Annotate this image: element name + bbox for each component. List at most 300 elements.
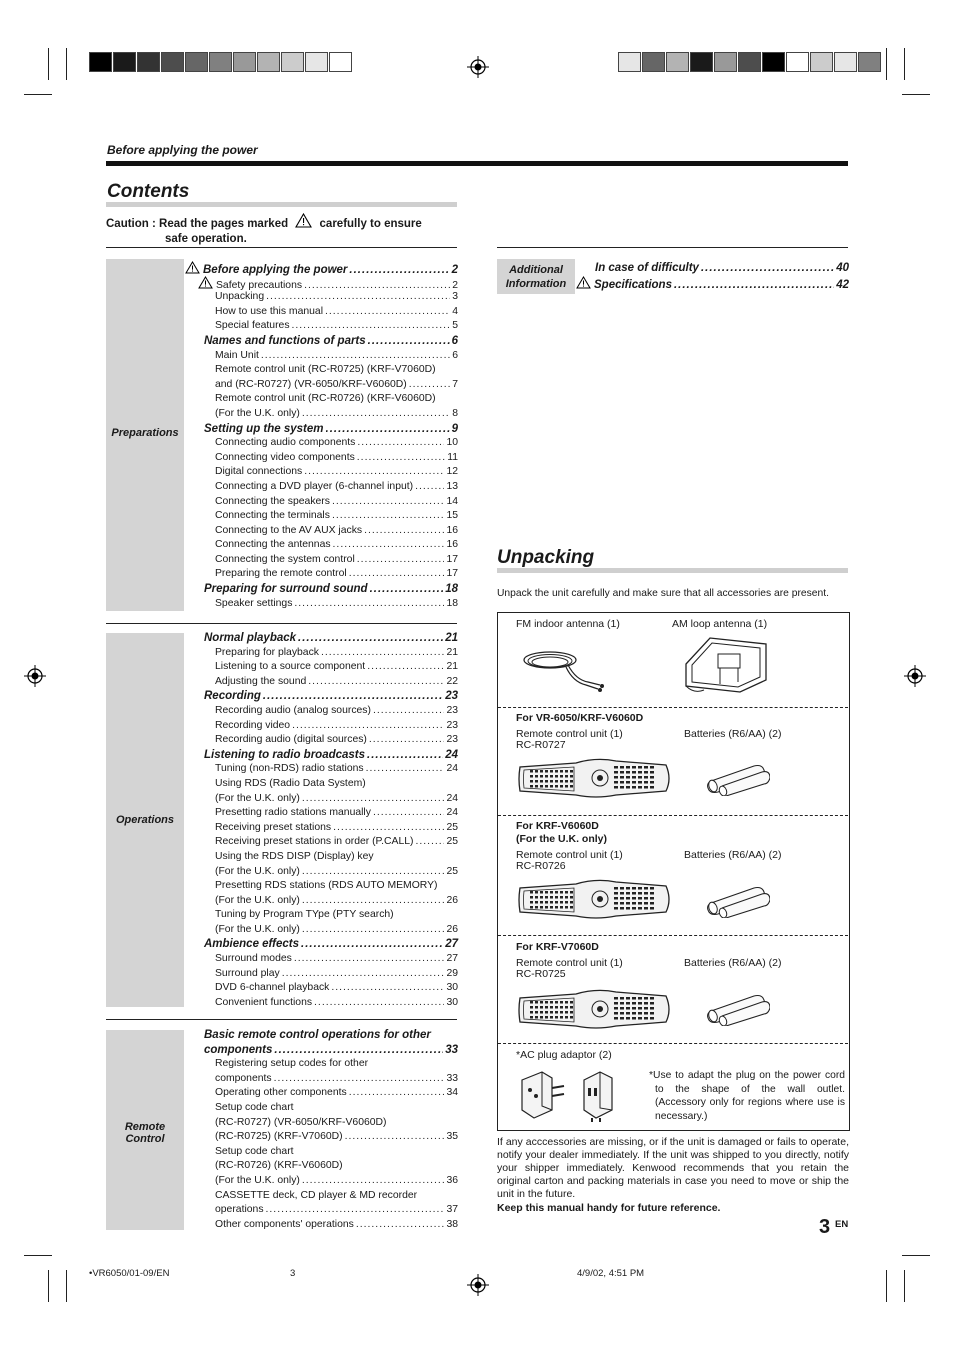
batteries-image	[706, 992, 770, 1026]
toc-entry-title: components	[204, 1043, 273, 1056]
toc-page-number: 21	[445, 632, 458, 644]
toc-page-number: 35	[446, 1131, 458, 1143]
set-heading: For VR-6050/KRF-V6060D	[516, 712, 644, 724]
toc-entry-title: CASSETTE deck, CD player & MD recorder	[215, 1189, 418, 1201]
crop-mark	[24, 94, 52, 95]
remote-control-image	[516, 878, 674, 922]
toc-leader-dots	[292, 719, 444, 734]
toc-entry-title: Setup code chart	[215, 1101, 294, 1113]
toc-entry-title: How to use this manual	[215, 305, 324, 317]
registration-mark-left	[24, 665, 46, 687]
calibration-swatch	[305, 52, 328, 72]
toc-leader-dots	[367, 748, 443, 763]
toc-leader-dots	[349, 1086, 445, 1101]
toc-heading-row	[576, 276, 849, 291]
toc-entry-title: Main Unit	[215, 349, 259, 361]
toc-leader-dots	[298, 631, 443, 646]
toc-item-row	[204, 806, 458, 821]
remote-control-image	[516, 988, 674, 1032]
toc-item-row	[204, 1203, 458, 1218]
toc-item-row	[204, 538, 458, 553]
toc-page-number: 30	[446, 996, 458, 1008]
ac-plug-adaptor-image	[518, 1066, 618, 1122]
toc-entry-title: Receiving preset stations	[215, 821, 332, 833]
warning-icon	[295, 213, 312, 228]
crop-mark	[66, 1270, 67, 1302]
toc-item-row	[204, 967, 458, 982]
toc-item-row	[204, 465, 458, 480]
toc-page-number: 23	[446, 719, 458, 731]
toc-entry-title: Surround modes	[215, 953, 292, 965]
toc-leader-dots	[292, 319, 451, 334]
ac-adaptor-label: *AC plug adaptor (2)	[516, 1049, 612, 1061]
toc-page-number: 25	[446, 836, 458, 848]
toc-leader-dots	[373, 704, 444, 719]
toc-leader-dots	[301, 937, 443, 952]
toc-item-row	[204, 879, 458, 894]
toc-item-row	[204, 407, 458, 422]
toc-heading-row	[595, 261, 849, 276]
footer-date: 4/9/02, 4:51 PM	[577, 1268, 645, 1279]
toc-entry-title: Recording audio (digital sources)	[215, 734, 367, 746]
toc-page-number: 7	[452, 378, 458, 390]
toc-page-number: 26	[446, 923, 458, 935]
toc-leader-dots	[294, 597, 444, 612]
toc-page-number: 18	[446, 597, 458, 609]
toc-leader-dots	[415, 480, 444, 495]
calibration-swatch	[714, 52, 737, 72]
calibration-swatch	[666, 52, 689, 72]
toc-page-number: 2	[451, 264, 458, 276]
toc-item-row	[198, 276, 458, 291]
toc-page-number: 33	[445, 1043, 458, 1056]
toc-page-number: 23	[445, 690, 458, 703]
toc-page-number: 24	[446, 763, 458, 775]
toc-item-row	[204, 952, 458, 967]
calibration-swatch	[810, 52, 833, 72]
toc-entry-title: Using the RDS DISP (Display) key	[215, 850, 374, 862]
toc-entry-title: DVD 6-channel playback	[215, 982, 330, 994]
caution-text-2: carefully to ensure	[319, 218, 422, 230]
calibration-swatch	[690, 52, 713, 72]
dashed-divider	[498, 815, 848, 816]
set-heading-2: (For the U.K. only)	[516, 833, 607, 845]
additional-label-1: Additional	[509, 264, 563, 276]
set-remote-model: RC-R0727	[516, 739, 566, 751]
calibration-swatch	[281, 52, 304, 72]
toc-leader-dots	[302, 407, 450, 422]
toc-page-number: 3	[452, 291, 458, 303]
toc-leader-dots	[302, 894, 445, 909]
toc-entry-title: Connecting the system control	[215, 553, 355, 565]
toc-entry-title: Remote control unit (RC-R0726) (KRF-V6060D)	[215, 393, 436, 405]
toc-heading-row	[204, 689, 458, 704]
calibration-swatch	[137, 52, 160, 72]
toc-leader-dots	[415, 835, 444, 850]
toc-leader-dots	[308, 675, 444, 690]
toc-leader-dots	[302, 923, 445, 938]
toc-entry-title: Normal playback	[204, 632, 297, 644]
toc-page-number: 42	[836, 278, 849, 291]
set-batteries-label: Batteries (R6/AA) (2)	[684, 957, 782, 969]
toc-page-number: 4	[452, 305, 458, 317]
toc-page-number: 24	[445, 748, 458, 761]
caution-note	[106, 213, 458, 247]
toc-entry-title: Connecting a DVD player (6-channel input)	[215, 480, 414, 492]
group-label-preparations: Preparations	[111, 427, 179, 439]
toc-heading-row	[204, 334, 458, 349]
fm-antenna-label: FM indoor antenna (1)	[516, 618, 620, 630]
toc-leader-dots	[302, 865, 445, 880]
toc-item-row	[204, 908, 458, 923]
toc-item-row	[204, 704, 458, 719]
calibration-swatch	[618, 52, 641, 72]
rule	[106, 623, 457, 624]
calibration-swatch	[858, 52, 881, 72]
toc-item-row	[204, 733, 458, 748]
toc-item-row	[204, 1145, 458, 1160]
toc-entry-title: Receiving preset stations in order (P.CALL)	[215, 836, 414, 848]
toc-page-number: 16	[446, 539, 458, 551]
toc-item-row	[204, 1101, 458, 1116]
warning-icon	[576, 276, 591, 289]
toc-leader-dots	[368, 334, 450, 349]
toc-page-number: 36	[446, 1174, 458, 1186]
toc-leader-dots	[373, 806, 444, 821]
set-heading: For KRF-V6060D	[516, 820, 599, 832]
set-batteries-label: Batteries (R6/AA) (2)	[684, 849, 782, 861]
batteries-image	[706, 884, 770, 918]
toc-page-number: 6	[451, 334, 458, 347]
toc-page-number: 26	[446, 894, 458, 906]
toc-item-row	[204, 509, 458, 524]
toc-item-row	[204, 777, 458, 792]
crop-mark	[24, 1255, 52, 1256]
dashed-divider	[498, 1043, 848, 1044]
toc-item-row	[204, 363, 458, 378]
toc-entry-title: Before applying the power	[185, 261, 347, 278]
toc-page-number: 38	[446, 1218, 458, 1230]
toc-item-row	[204, 1174, 458, 1189]
toc-entry-title: Basic remote control operations for other	[204, 1029, 431, 1041]
toc-leader-dots	[349, 567, 445, 582]
toc-item-row	[204, 821, 458, 836]
toc-item-row	[204, 436, 458, 451]
toc-page-number: 8	[452, 407, 458, 419]
toc-heading-row	[204, 937, 458, 952]
toc-entry-title: (For the U.K. only)	[215, 792, 300, 804]
toc-entry-title: (RC-R0725) (KRF-V7060D)	[215, 1131, 343, 1143]
toc-leader-dots	[282, 967, 445, 982]
toc-item-row	[204, 319, 458, 334]
crop-mark	[904, 48, 905, 80]
toc-entry-title: Convenient functions	[215, 996, 313, 1008]
toc-item-row	[204, 480, 458, 495]
toc-leader-dots	[302, 792, 445, 807]
calibration-swatch	[762, 52, 785, 72]
page-number-suffix: EN	[835, 1219, 849, 1230]
toc-heading-row	[204, 1028, 458, 1043]
toc-page-number: 37	[446, 1204, 458, 1216]
toc-heading-row	[204, 582, 458, 597]
toc-leader-dots	[367, 660, 444, 675]
calibration-swatch	[161, 52, 184, 72]
toc-item-row	[204, 392, 458, 407]
toc-item-row	[204, 1189, 458, 1204]
unpacking-intro: Unpack the unit carefully and make sure that all accessories are present.	[497, 588, 829, 599]
toc-leader-dots	[263, 689, 443, 704]
toc-leader-dots	[356, 1218, 445, 1233]
toc-leader-dots	[331, 981, 444, 996]
toc-entry-title: Connecting video components	[215, 451, 355, 463]
calibration-swatch	[329, 52, 352, 72]
toc-entry-title: Listening to a source component	[215, 661, 366, 673]
batteries-image	[706, 762, 770, 796]
toc-entry-title: Special features	[215, 320, 290, 332]
footer-file: •VR6050/01-09/EN	[89, 1268, 170, 1279]
toc-page-number: 15	[446, 510, 458, 522]
keep-manual-note: Keep this manual handy for future reference.	[497, 1202, 721, 1214]
toc-leader-dots	[349, 263, 449, 278]
toc-heading-row	[204, 422, 458, 437]
remote-control-image	[516, 757, 674, 801]
toc-page-number: 25	[446, 821, 458, 833]
crop-mark	[902, 1255, 930, 1256]
toc-item-row	[204, 850, 458, 865]
calibration-swatch	[185, 52, 208, 72]
toc-entry-title: Recording audio (analog sources)	[215, 704, 371, 716]
crop-mark	[66, 48, 67, 80]
toc-entry-title: (For the U.K. only)	[215, 1174, 300, 1186]
header-rule	[106, 161, 848, 166]
toc-leader-dots	[674, 278, 834, 293]
toc-entry-title: (For the U.K. only)	[215, 407, 300, 419]
toc-item-row	[204, 996, 458, 1011]
toc-entry-title: Preparing for playback	[215, 646, 319, 658]
toc-page-number: 16	[446, 524, 458, 536]
toc-entry-title: Setup code chart	[215, 1145, 294, 1157]
calibration-swatch	[89, 52, 112, 72]
toc-leader-dots	[321, 646, 444, 661]
calibration-swatch	[642, 52, 665, 72]
set-batteries-label: Batteries (R6/AA) (2)	[684, 728, 782, 740]
calibration-swatch	[113, 52, 136, 72]
toc-page-number: 13	[446, 480, 458, 492]
toc-item-row	[204, 675, 458, 690]
toc-entry-title: Recording video	[215, 719, 291, 731]
toc-item-row	[204, 894, 458, 909]
toc-remote-control	[204, 1028, 458, 1232]
toc-heading-row	[204, 1043, 458, 1058]
toc-item-row	[204, 792, 458, 807]
toc-entry-title: Operating other components	[215, 1087, 347, 1099]
toc-item-row	[204, 1159, 458, 1174]
section-header: Before applying the power	[107, 143, 258, 157]
toc-page-number: 23	[446, 704, 458, 716]
toc-item-row	[204, 865, 458, 880]
group-label-operations: Operations	[115, 814, 175, 826]
toc-entry-title: Listening to radio broadcasts	[204, 748, 366, 761]
toc-item-row	[204, 349, 458, 364]
set-remote-label: Remote control unit (1)	[516, 728, 623, 740]
group-label-remote-control: Remote Control	[124, 1121, 166, 1145]
toc-page-number: 23	[446, 734, 458, 746]
toc-entry-title: Using RDS (Radio Data System)	[215, 777, 366, 789]
toc-item-row	[204, 553, 458, 568]
group-label-additional	[497, 263, 575, 291]
calibration-bar-right	[618, 52, 882, 72]
toc-leader-dots	[364, 524, 444, 539]
toc-entry-title: Registering setup codes for other	[215, 1058, 369, 1070]
toc-entry-title: Ambience effects	[204, 938, 300, 951]
toc-heading-row	[204, 748, 458, 763]
toc-item-row	[204, 835, 458, 850]
toc-leader-dots	[266, 290, 450, 305]
contents-title: Contents	[107, 181, 190, 202]
dashed-divider	[498, 707, 848, 708]
fm-antenna-image	[518, 640, 608, 695]
toc-item-row	[204, 451, 458, 466]
warning-icon	[198, 276, 213, 289]
toc-item-row	[204, 567, 458, 582]
toc-leader-dots	[333, 538, 445, 553]
toc-page-number: 21	[446, 661, 458, 673]
dashed-divider	[498, 935, 848, 936]
rule	[106, 1019, 457, 1020]
toc-entry-title: and (RC-R0727) (VR-6050/KRF-V6060D)	[215, 378, 407, 390]
toc-leader-dots	[314, 996, 444, 1011]
toc-page-number: 22	[446, 675, 458, 687]
toc-item-row	[204, 762, 458, 777]
caution-text: Caution : Read the pages marked	[106, 218, 289, 230]
toc-entry-title: Presetting RDS stations (RDS AUTO MEMORY)	[215, 880, 438, 892]
toc-leader-dots	[332, 495, 444, 510]
toc-leader-dots	[274, 1072, 445, 1087]
toc-operations	[204, 631, 458, 1010]
toc-entry-title: operations	[215, 1204, 264, 1216]
toc-page-number: 12	[446, 466, 458, 478]
toc-page-number: 2	[452, 279, 458, 291]
toc-page-number: 25	[446, 865, 458, 877]
toc-item-row	[204, 923, 458, 938]
toc-entry-title: Preparing for surround sound	[204, 583, 368, 596]
toc-entry-title: Connecting the terminals	[215, 510, 330, 522]
missing-accessories-note: If any acccessories are missing, or if the unit is damaged or fails to operate, notify your dealer immediately. If the unit was shipped to you directly, notify your shipper immediately. Kenwood recommends that you retain the original carton and packing materials in case you need to move or ship the unit in the future.	[497, 1136, 849, 1200]
toc-leader-dots	[326, 422, 450, 437]
registration-mark-bottom	[467, 1274, 489, 1296]
toc-page-number: 27	[446, 953, 458, 965]
toc-entry-title: Connecting audio components	[215, 437, 356, 449]
toc-page-number: 10	[446, 437, 458, 449]
toc-page-number: 9	[451, 422, 458, 435]
toc-item-row	[204, 660, 458, 675]
toc-leader-dots	[345, 1130, 445, 1145]
toc-item-row	[204, 378, 458, 393]
calibration-swatch	[233, 52, 256, 72]
toc-leader-dots	[294, 952, 445, 967]
toc-item-row	[204, 1218, 458, 1233]
toc-entry-title: Safety precautions	[198, 276, 302, 294]
toc-leader-dots	[332, 509, 445, 524]
toc-heading-row	[204, 631, 458, 646]
toc-page-number: 17	[446, 568, 458, 580]
toc-page-number: 30	[446, 982, 458, 994]
toc-page-number: 18	[445, 583, 458, 596]
toc-item-row	[204, 719, 458, 734]
calibration-swatch	[738, 52, 761, 72]
toc-leader-dots	[370, 582, 444, 597]
crop-mark	[48, 48, 49, 80]
toc-leader-dots	[357, 451, 445, 466]
toc-item-row	[204, 1130, 458, 1145]
toc-entry-title: Presetting radio stations manually	[215, 807, 371, 819]
toc-entry-title: Names and functions of parts	[204, 334, 366, 347]
toc-item-row	[204, 1057, 458, 1072]
toc-item-row	[204, 597, 458, 612]
toc-entry-title: Preparing the remote control	[215, 568, 347, 580]
toc-page-number: 11	[447, 451, 458, 463]
toc-leader-dots	[325, 305, 450, 320]
set-remote-label: Remote control unit (1)	[516, 957, 623, 969]
toc-page-number: 6	[452, 349, 458, 361]
toc-leader-dots	[333, 821, 444, 836]
toc-item-row	[204, 524, 458, 539]
toc-preparations	[204, 261, 458, 611]
rule	[497, 247, 848, 248]
toc-leader-dots	[261, 349, 450, 364]
calibration-swatch	[834, 52, 857, 72]
toc-entry-title: (For the U.K. only)	[215, 865, 300, 877]
calibration-bar-left	[89, 52, 353, 72]
toc-entry-title: Adjusting the sound	[215, 675, 307, 687]
am-antenna-label: AM loop antenna (1)	[672, 618, 768, 630]
am-antenna-image	[680, 634, 772, 696]
toc-entry-title: components	[215, 1072, 272, 1084]
toc-item-row	[204, 981, 458, 996]
toc-leader-dots	[409, 378, 450, 393]
warning-icon	[185, 261, 200, 274]
calibration-swatch	[786, 52, 809, 72]
toc-heading-row	[185, 261, 458, 276]
toc-entry-title: Other components' operations	[215, 1218, 354, 1230]
toc-page-number: 40	[836, 262, 849, 274]
set-remote-model: RC-R0725	[516, 968, 566, 980]
toc-page-number: 21	[446, 646, 458, 658]
additional-label-2: Information	[505, 278, 567, 290]
set-heading: For KRF-V7060D	[516, 941, 599, 953]
toc-entry-title: In case of difficulty	[595, 262, 699, 274]
unpacking-title: Unpacking	[497, 547, 595, 568]
toc-item-row	[204, 495, 458, 510]
toc-page-number: 5	[452, 320, 458, 332]
calibration-swatch	[257, 52, 280, 72]
toc-entry-title: Unpacking	[215, 291, 265, 303]
toc-entry-title: Tuning (non-RDS) radio stations	[215, 763, 364, 775]
toc-entry-title: Tuning by Program TYpe (PTY search)	[215, 909, 394, 921]
caution-text-3: safe operation.	[165, 233, 247, 245]
toc-page-number: 34	[446, 1087, 458, 1099]
toc-page-number: 17	[446, 553, 458, 565]
set-remote-model: RC-R0726	[516, 860, 566, 872]
toc-entry-title: Connecting the antennas	[215, 539, 331, 551]
toc-page-number: 33	[446, 1072, 458, 1084]
ac-adaptor-note: *Use to adapt the plug on the power cord to the shape of the wall outlet. (Accessory only for regions where use is necessary.)	[649, 1070, 845, 1122]
toc-item-row	[204, 1116, 458, 1131]
toc-item-row	[204, 646, 458, 661]
toc-entry-title: (For the U.K. only)	[215, 923, 300, 935]
crop-mark	[904, 1270, 905, 1302]
toc-leader-dots	[304, 465, 444, 480]
